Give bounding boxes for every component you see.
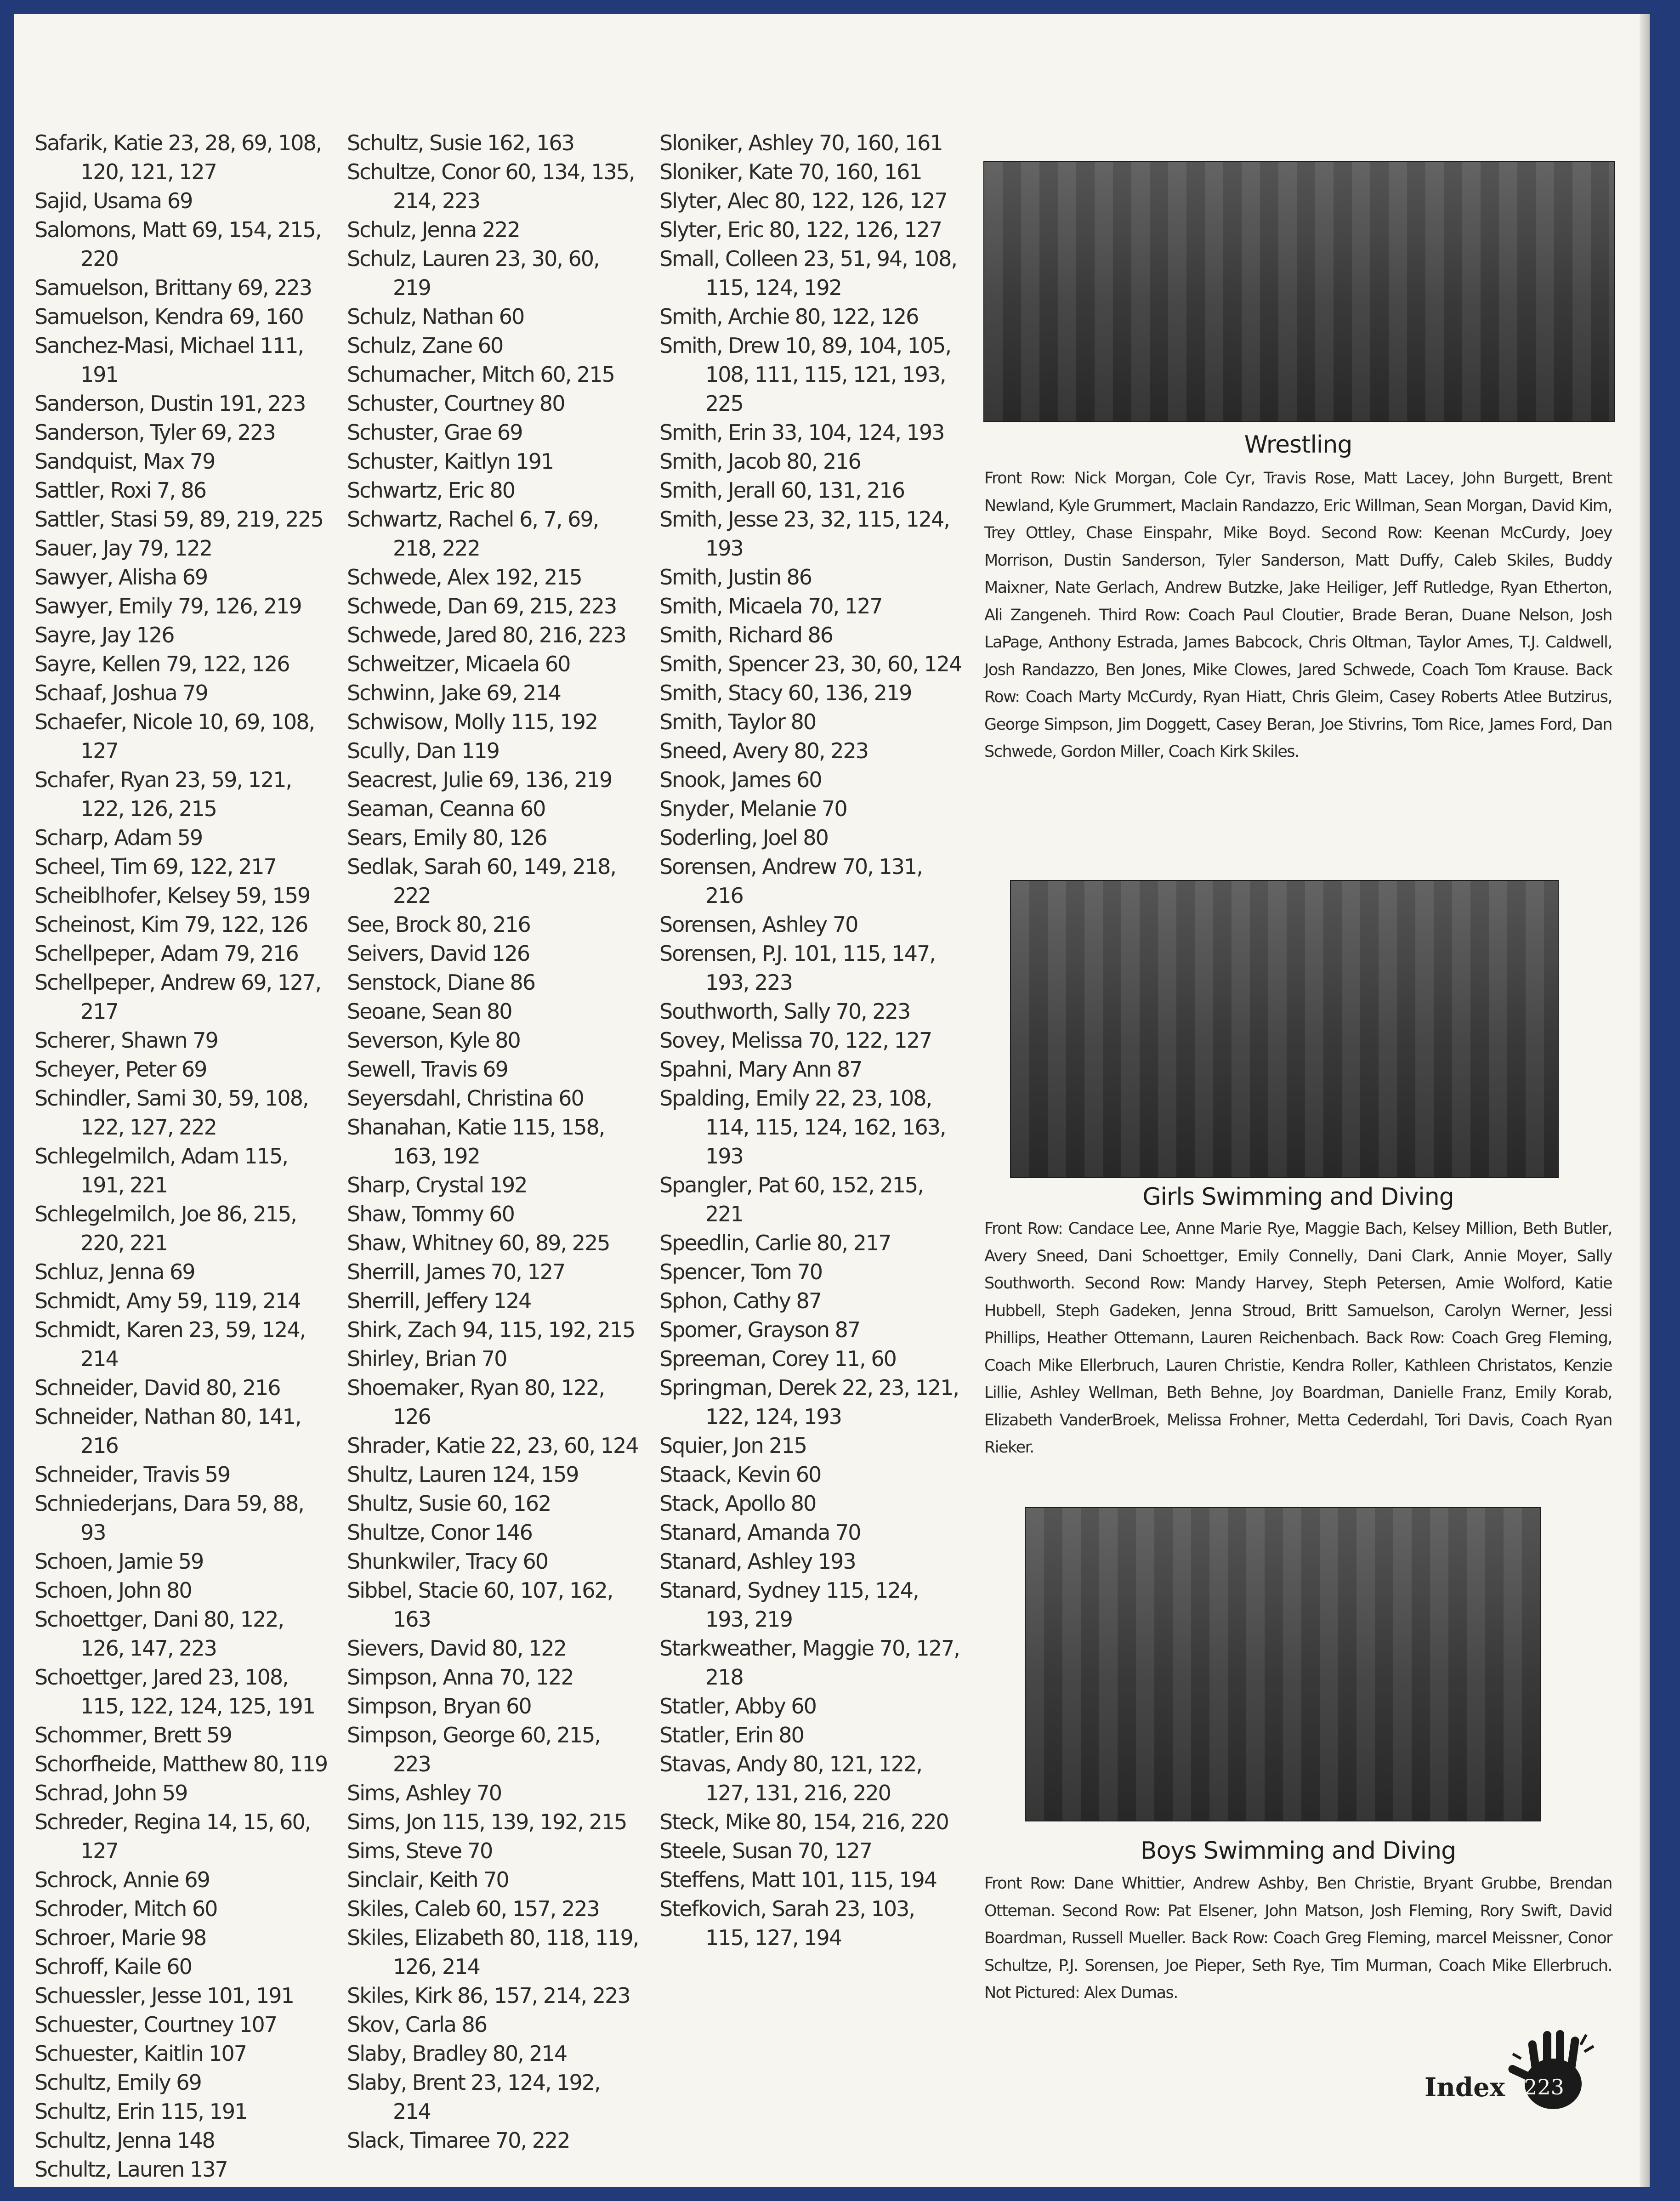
index-entry: Samuelson, Brittany 69, 223 [34,275,312,300]
index-entry: Sorensen, Andrew 70, 131, 216 [659,854,922,908]
index-entry: Smith, Jacob 80, 216 [659,449,861,474]
index-entry: Sibbel, Stacie 60, 107, 162, 163 [347,1578,613,1632]
index-entry: Smith, Drew 10, 89, 104, 105, 108, 111, 115, 121, 193, 225 [659,333,951,416]
index-entry: Seyersdahl, Christina 60 [347,1086,584,1111]
index-entry: Smith, Stacy 60, 136, 219 [659,681,912,705]
index-entry: Schulz, Jenna 222 [347,217,520,242]
page-spine-shadow [1640,14,1650,2187]
index-entry: Smith, Richard 86 [659,623,833,647]
index-entry: Shrader, Katie 22, 23, 60, 124 [347,1433,638,1458]
index-entry: Schumacher, Mitch 60, 215 [347,362,614,387]
index-entry: Sinclair, Keith 70 [347,1867,509,1892]
index-entry: Schultze, Conor 60, 134, 135, 214, 223 [347,159,635,213]
index-entry: Safarik, Katie 23, 28, 69, 108, 120, 121, 127 [34,130,322,184]
index-entry: Sims, Ashley 70 [347,1781,502,1805]
index-entry: Schoen, John 80 [34,1578,192,1603]
index-entry: Schuester, Courtney 107 [34,2012,277,2037]
index-entry: Stefkovich, Sarah 23, 103, 115, 127, 194 [659,1896,915,1950]
index-entry: Schlegelmilch, Adam 115, 191, 221 [34,1144,288,1197]
index-entry: Schaaf, Joshua 79 [34,681,208,705]
index-entry: Schwinn, Jake 69, 214 [347,681,561,705]
index-entry: Slaby, Bradley 80, 214 [347,2041,567,2066]
index-entry: Schrock, Annie 69 [34,1867,210,1892]
index-column-2 [347,129,641,2155]
index-entry: Schellpeper, Andrew 69, 127, 217 [34,970,321,1024]
index-entry: Sherrill, James 70, 127 [347,1259,565,1284]
index-entry: Smith, Erin 33, 104, 124, 193 [659,420,944,445]
index-entry: Sorensen, Ashley 70 [659,912,858,937]
index-entry: Speedlin, Carlie 80, 217 [659,1231,891,1255]
wrestling-title: Wrestling [1244,431,1352,459]
index-entry: Sayre, Kellen 79, 122, 126 [34,652,289,676]
index-entry: Schuessler, Jesse 101, 191 [34,1983,294,2008]
index-entry: Sherrill, Jeffery 124 [347,1288,531,1313]
index-entry: Simpson, Anna 70, 122 [347,1665,573,1690]
girls-swimming-title: Girls Swimming and Diving [1142,1183,1454,1211]
index-entry: Smith, Micaela 70, 127 [659,594,882,618]
index-entry: Stanard, Sydney 115, 124, 193, 219 [659,1578,919,1632]
index-entry: Smith, Archie 80, 122, 126 [659,304,919,329]
index-entry: Schmidt, Karen 23, 59, 124, 214 [34,1317,306,1371]
index-entry: Snook, James 60 [659,767,822,792]
section-label: Index [1425,2072,1505,2103]
index-entry: Schlegelmilch, Joe 86, 215, 220, 221 [34,1202,296,1255]
index-column-1 [34,129,329,2184]
index-entry: Schwartz, Rachel 6, 7, 69, 218, 222 [347,507,599,561]
index-entry: Shaw, Tommy 60 [347,1202,514,1226]
index-entry: Shoemaker, Ryan 80, 122, 126 [347,1375,605,1429]
index-entry: Sedlak, Sarah 60, 149, 218, 222 [347,854,616,908]
index-entry: Shultz, Lauren 124, 159 [347,1462,579,1487]
index-entry: Schommer, Brett 59 [34,1723,232,1747]
index-entry: Staack, Kevin 60 [659,1462,821,1487]
wrestling-team-photo [983,161,1615,422]
index-entry: Schuster, Grae 69 [347,420,522,445]
index-entry: Statler, Abby 60 [659,1694,816,1719]
index-entry: Schwartz, Eric 80 [347,478,515,503]
index-entry: Seacrest, Julie 69, 136, 219 [347,767,612,792]
index-entry: Schreder, Regina 14, 15, 60, 127 [34,1810,311,1863]
index-entry: Schniederjans, Dara 59, 88, 93 [34,1491,304,1545]
index-entry: Sharp, Crystal 192 [347,1173,527,1197]
index-entry: Steffens, Matt 101, 115, 194 [659,1867,937,1892]
index-entry: Sayre, Jay 126 [34,623,174,647]
index-entry: Schultz, Erin 115, 191 [34,2099,247,2124]
index-entry: Shultze, Conor 146 [347,1520,532,1545]
index-entry: Schindler, Sami 30, 59, 108, 122, 127, 222 [34,1086,308,1140]
index-entry: Slyter, Alec 80, 122, 126, 127 [659,188,947,213]
index-entry: Schmidt, Amy 59, 119, 214 [34,1288,301,1313]
index-entry: Statler, Erin 80 [659,1723,804,1747]
index-entry: Sauer, Jay 79, 122 [34,536,212,561]
index-entry: Southworth, Sally 70, 223 [659,999,910,1024]
index-entry: Schellpeper, Adam 79, 216 [34,941,298,966]
index-entry: Steck, Mike 80, 154, 216, 220 [659,1810,948,1834]
index-entry: Stanard, Ashley 193 [659,1549,856,1574]
index-entry: Schultz, Susie 162, 163 [347,130,574,155]
index-entry: Schwede, Alex 192, 215 [347,565,582,590]
index-entry: Severson, Kyle 80 [347,1028,520,1053]
index-entry: Slyter, Eric 80, 122, 126, 127 [659,217,942,242]
boys-swimming-caption: Front Row: Dane Whittier, Andrew Ashby, Ben Christie, Bryant Grubbe, Brendan Otteman. Second Row: Pat Elsener, John Matson, Josh Fleming, Rory Swift, David Boardman, Russell Mueller. Back Row: Coach Greg Fleming, marcel Meissner, Conor Schultze, P.J. Sorensen, Joe Pieper, Seth Rye, Tim Murman, Coach Mike Ellerbruch. Not Pictured: Alex Dumas. [984,1874,1612,2002]
index-entry: Sievers, David 80, 122 [347,1636,566,1661]
index-entry: Scherer, Shawn 79 [34,1028,218,1053]
girls-swimming-team-photo [1010,880,1559,1178]
index-entry: Schorfheide, Matthew 80, 119 [34,1752,328,1776]
index-entry: Schafer, Ryan 23, 59, 121, 122, 126, 215 [34,767,292,821]
index-entry: Spahni, Mary Ann 87 [659,1057,862,1082]
index-entry: Scully, Dan 119 [347,738,499,763]
index-entry: Schuester, Kaitlin 107 [34,2041,247,2066]
index-entry: Sattler, Roxi 7, 86 [34,478,206,503]
index-entry: Scheel, Tim 69, 122, 217 [34,854,276,879]
index-entry: Simpson, George 60, 215, 223 [347,1723,601,1776]
index-entry: Scheyer, Peter 69 [34,1057,207,1082]
index-entry: Skiles, Kirk 86, 157, 214, 223 [347,1983,630,2008]
index-entry: Shultz, Susie 60, 162 [347,1491,551,1516]
boys-swimming-title: Boys Swimming and Diving [1140,1837,1456,1865]
index-entry: Schneider, David 80, 216 [34,1375,280,1400]
index-entry: Skov, Carla 86 [347,2012,487,2037]
index-entry: Schultz, Jenna 148 [34,2128,215,2153]
index-entry: Schuster, Courtney 80 [347,391,565,416]
index-entry: Sawyer, Alisha 69 [34,565,208,590]
index-entry: Stack, Apollo 80 [659,1491,816,1516]
index-entry: Stanard, Amanda 70 [659,1520,861,1545]
index-entry: Scharp, Adam 59 [34,825,203,850]
yearbook-page [14,14,1650,2187]
index-entry: Schulz, Lauren 23, 30, 60, 219 [347,246,599,300]
index-entry: Sandquist, Max 79 [34,449,215,474]
index-entry: Schwede, Dan 69, 215, 223 [347,594,617,618]
index-entry: Sattler, Stasi 59, 89, 219, 225 [34,507,323,532]
index-entry: Schultz, Emily 69 [34,2070,201,2095]
index-entry: Seoane, Sean 80 [347,999,512,1024]
index-entry: Simpson, Bryan 60 [347,1694,531,1719]
page-number: 223 [1524,2075,1564,2099]
index-entry: Sovey, Melissa 70, 122, 127 [659,1028,932,1053]
boys-swimming-team-photo [1025,1507,1541,1821]
index-entry: Spangler, Pat 60, 152, 215, 221 [659,1173,923,1226]
index-entry: Smith, Jesse 23, 32, 115, 124, 193 [659,507,949,561]
index-entry: Sphon, Cathy 87 [659,1288,821,1313]
index-entry: Slack, Timaree 70, 222 [347,2128,570,2153]
index-entry: Schroer, Marie 98 [34,1925,206,1950]
index-entry: Spencer, Tom 70 [659,1259,822,1284]
index-entry: Schulz, Zane 60 [347,333,503,358]
index-entry: Spreeman, Corey 11, 60 [659,1346,896,1371]
index-entry: Sewell, Travis 69 [347,1057,508,1082]
index-entry: Sawyer, Emily 79, 126, 219 [34,594,301,618]
index-entry: Sims, Jon 115, 139, 192, 215 [347,1810,627,1834]
index-entry: Scheinost, Kim 79, 122, 126 [34,912,308,937]
index-column-3 [659,129,963,1952]
index-entry: Sorensen, P.J. 101, 115, 147, 193, 223 [659,941,935,995]
index-entry: Shaw, Whitney 60, 89, 225 [347,1231,610,1255]
index-entry: Sloniker, Kate 70, 160, 161 [659,159,922,184]
index-entry: Sims, Steve 70 [347,1838,493,1863]
index-entry: Sanderson, Tyler 69, 223 [34,420,275,445]
index-entry: Schneider, Nathan 80, 141, 216 [34,1404,301,1458]
index-entry: Schweitzer, Micaela 60 [347,652,570,676]
index-entry: Shirk, Zach 94, 115, 192, 215 [347,1317,635,1342]
index-entry: Schuster, Kaitlyn 191 [347,449,554,474]
index-entry: Schwede, Jared 80, 216, 223 [347,623,626,647]
index-entry: Smith, Taylor 80 [659,709,816,734]
index-entry: Sears, Emily 80, 126 [347,825,547,850]
index-entry: Schroff, Kaile 60 [34,1954,192,1979]
index-entry: Sneed, Avery 80, 223 [659,738,868,763]
index-entry: Schrad, John 59 [34,1781,187,1805]
index-entry: Sanchez-Masi, Michael 111, 191 [34,333,304,387]
index-entry: Smith, Jerall 60, 131, 216 [659,478,904,503]
wrestling-caption: Front Row: Nick Morgan, Cole Cyr, Travis Rose, Matt Lacey, John Burgett, Brent Newland, Kyle Grummert, Maclain Randazzo, Eric Willman, Sean Morgan, David Kim, Trey Ottley, Chase Einspahr, Mike Boyd. Second Row: Keenan McCurdy, Joey Morrison, Dustin Sanderson, Tyler Sanderson, Matt Duffy, Caleb Skiles, Buddy Maixner, Nate Gerlach, Andrew Butzke, Jake Heiliger, Jeff Rutledge, Ryan Etherton, Ali Zangeneh. Third Row: Coach Paul Cloutier, Brade Beran, Duane Nelson, Josh LaPage, Anthony Estrada, James Babcock, Chris Oltman, Taylor Ames, T.J. Caldwell, Josh Randazzo, Ben Jones, Mike Clowes, Jared Schwede, Coach Tom Krause. Back Row: Coach Marty McCurdy, Ryan Hiatt, Chris Gleim, Casey Roberts Atlee Butzirus, George Simpson, Jim Doggett, Casey Beran, Joe Stivrins, Tom Rice, James Ford, Dan Schwede, Gordon Miller, Coach Kirk Skiles. [984,469,1612,761]
index-entry: Skiles, Elizabeth 80, 118, 119, 126, 214 [347,1925,639,1979]
index-entry: Schulz, Nathan 60 [347,304,524,329]
index-entry: Smith, Spencer 23, 30, 60, 124 [659,652,962,676]
index-entry: Schoen, Jamie 59 [34,1549,204,1574]
index-entry: Squier, Jon 215 [659,1433,807,1458]
index-entry: Shirley, Brian 70 [347,1346,507,1371]
girls-swimming-caption: Front Row: Candace Lee, Anne Marie Rye, Maggie Bach, Kelsey Million, Beth Butler, Avery Sneed, Dani Schoettger, Emily Connelly, Dani Clark, Annie Moyer, Sally Southworth. Second Row: Mandy Harvey, Steph Petersen, Amie Wolford, Katie Hubbell, Steph Gadeken, Jenna Stroud, Britt Samuelson, Carolyn Werner, Jessi Phillips, Heather Ottemann, Lauren Reichenbach. Back Row: Coach Greg Fleming, Coach Mike Ellerbruch, Lauren Christie, Kendra Roller, Kathleen Christatos, Kenzie Lillie, Ashley Wellman, Beth Behne, Joy Boardman, Danielle Franz, Emily Korab, Elizabeth VanderBroek, Melissa Frohner, Metta Cederdahl, Tori Davis, Coach Ryan Rieker. [984,1220,1612,1457]
index-entry: Schaefer, Nicole 10, 69, 108, 127 [34,709,315,763]
index-entry: Senstock, Diane 86 [347,970,535,995]
index-entry: Sajid, Usama 69 [34,188,193,213]
index-entry: Schwisow, Molly 115, 192 [347,709,598,734]
index-entry: Schluz, Jenna 69 [34,1259,195,1284]
index-entry: Soderling, Joel 80 [659,825,828,850]
index-entry: Schroder, Mitch 60 [34,1896,217,1921]
index-entry: Samuelson, Kendra 69, 160 [34,304,303,329]
index-entry: Schultz, Lauren 137 [34,2157,227,2182]
index-entry: Stavas, Andy 80, 121, 122, 127, 131, 216, 220 [659,1752,922,1805]
index-entry: Schneider, Travis 59 [34,1462,230,1487]
index-entry: Spalding, Emily 22, 23, 108, 114, 115, 124, 162, 163, 193 [659,1086,946,1169]
index-entry: Shunkwiler, Tracy 60 [347,1549,548,1574]
index-entry: Schoettger, Dani 80, 122, 126, 147, 223 [34,1607,284,1661]
index-entry: Slaby, Brent 23, 124, 192, 214 [347,2070,600,2124]
index-entry: Sloniker, Ashley 70, 160, 161 [659,130,942,155]
index-entry: Small, Colleen 23, 51, 94, 108, 115, 124, 192 [659,246,957,300]
hand-icon [1503,2026,1604,2114]
index-entry: Scheiblhofer, Kelsey 59, 159 [34,883,310,908]
index-entry: Steele, Susan 70, 127 [659,1838,872,1863]
index-entry: Skiles, Caleb 60, 157, 223 [347,1896,599,1921]
index-entry: Springman, Derek 22, 23, 121, 122, 124, 193 [659,1375,959,1429]
index-entry: Seivers, David 126 [347,941,530,966]
index-entry: See, Brock 80, 216 [347,912,530,937]
index-entry: Schoettger, Jared 23, 108, 115, 122, 124, 125, 191 [34,1665,315,1719]
index-entry: Starkweather, Maggie 70, 127, 218 [659,1636,959,1690]
index-entry: Seaman, Ceanna 60 [347,796,545,821]
index-entry: Snyder, Melanie 70 [659,796,847,821]
index-entry: Shanahan, Katie 115, 158, 163, 192 [347,1115,605,1169]
index-entry: Salomons, Matt 69, 154, 215, 220 [34,217,321,271]
index-entry: Smith, Justin 86 [659,565,812,590]
index-entry: Spomer, Grayson 87 [659,1317,860,1342]
index-entry: Sanderson, Dustin 191, 223 [34,391,306,416]
